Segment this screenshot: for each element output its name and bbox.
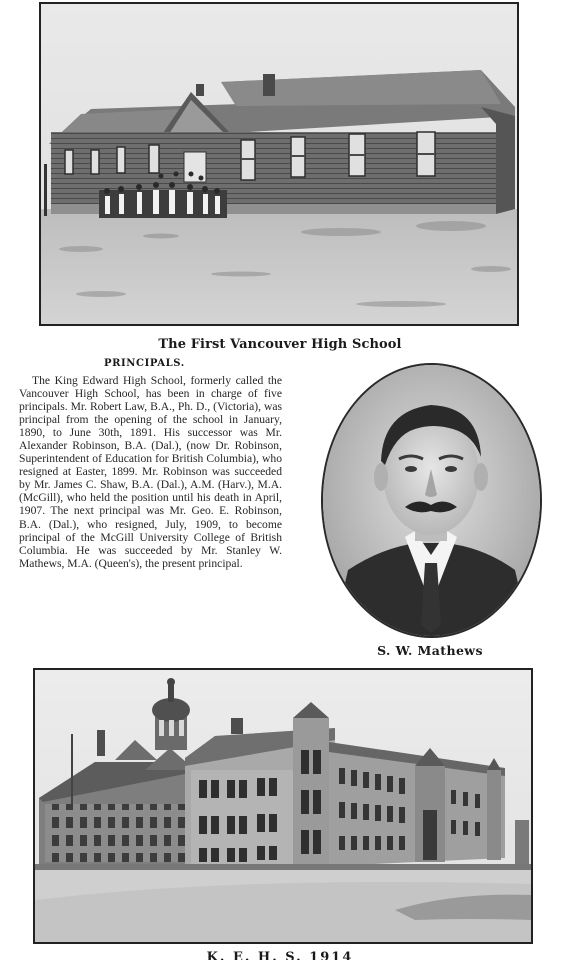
mathews-portrait <box>321 363 542 638</box>
portrait-caption: S. W. Mathews <box>377 643 483 658</box>
first-high-school-illustration <box>41 4 517 324</box>
kehs-1914-photo <box>33 668 533 944</box>
kehs-1914-caption: K. E. H. S. 1914 <box>206 950 354 960</box>
principals-paragraph: The King Edward High School, formerly called the Vancouver High School, has been in charge of five principals. Mr. Robert Law, B.A., Ph. D., (Victoria), was principal from the opening of the school in January, 1890, to June 30th, 1891. His successor was Mr. Alexander Robinson, B.A. (Dal.), (now Dr. Robinson, Superintendent of Education for British Columbia), who resigned at Easter, 1899. Mr. Robinson was succeeded by Mr. James C. Shaw, B.A. (Dal.), A.M. (Harv.), M.A. (McGill), who held the position until his death in April, 1907. The next principal was Mr. Geo. E. Robinson, B.A. (Dal.), who resigned, July, 1909, to become principal of the McGill University College of British Columbia. He was succeeded by Mr. Stanley W. Mathews, M.A. (Queen's), the present principal. <box>19 374 282 570</box>
kehs-1914-illustration <box>35 670 531 942</box>
principals-heading: PRINCIPALS. <box>104 358 185 369</box>
first-high-school-caption: The First Vancouver High School <box>158 337 402 352</box>
first-high-school-photo <box>39 2 519 326</box>
portrait-illustration <box>323 365 540 636</box>
